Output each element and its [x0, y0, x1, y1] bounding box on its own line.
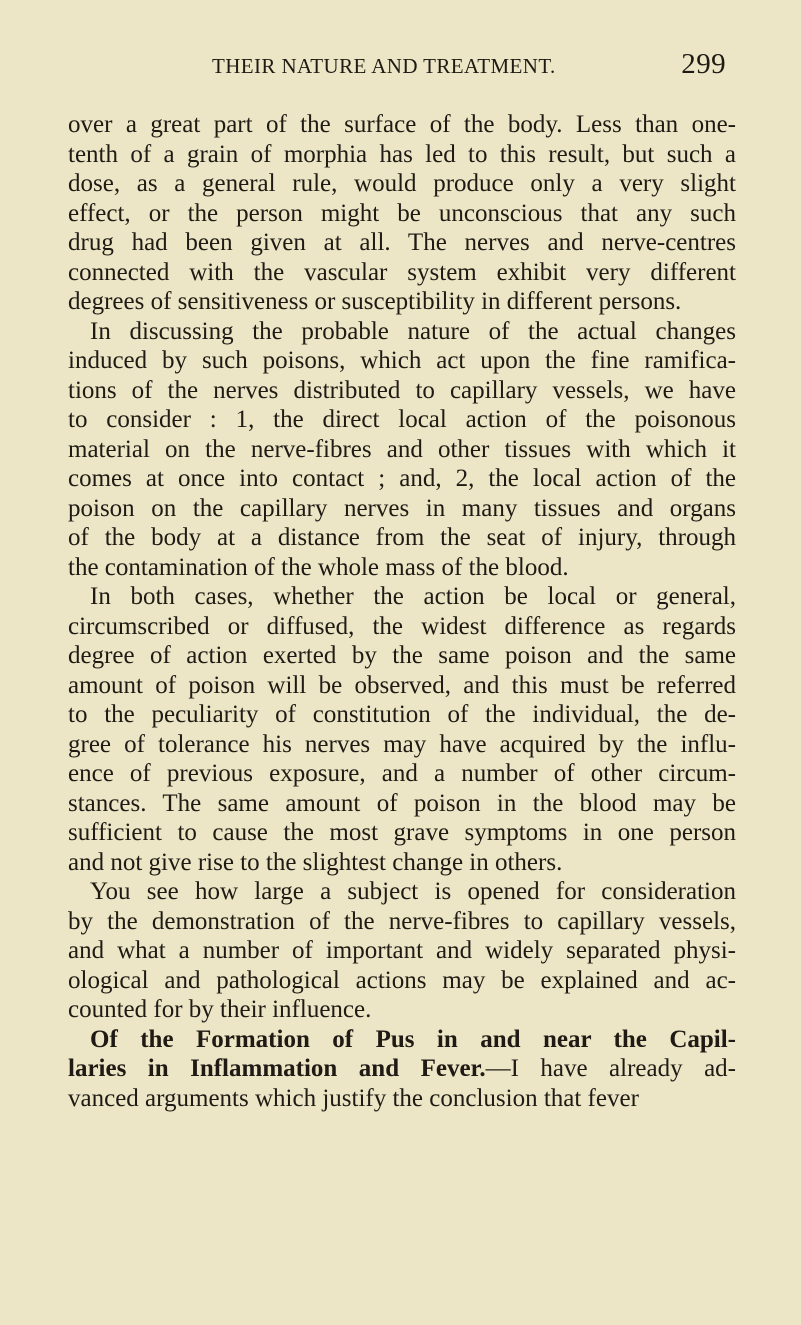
text-line: to the peculiarity of constitution of the individual, the de- [68, 701, 736, 728]
page-number: 299 [681, 48, 726, 80]
text-line: degrees of sensitiveness or susceptibility in different persons. [68, 288, 682, 315]
text-line: tions of the nerves distributed to capillary vessels, we have [68, 376, 736, 404]
text-line: effect, or the person might be unconscious that any such [68, 199, 736, 227]
text-line: dose, as a general rule, would produce only a very slight [68, 170, 736, 197]
text-line: over a great part of the surface of the body. Less than one- [68, 111, 736, 138]
text-line: ence of previous exposure, and a number of other circum- [68, 760, 736, 787]
text-line: connected with the vascular system exhibit very different [68, 258, 736, 286]
running-title: THEIR NATURE AND TREATMENT. [212, 54, 556, 78]
section-heading: laries in Inflammation and Fever. [68, 1055, 486, 1082]
paragraph-2 [68, 317, 736, 583]
text-line: counted for by their influence. [68, 996, 372, 1023]
text-line: circumscribed or diffused, the widest difference as regards [68, 612, 736, 640]
paragraph-4 [68, 877, 736, 1025]
paragraph-5 [68, 1025, 736, 1114]
text-line: In discussing the probable nature of the actual changes [90, 317, 736, 345]
text-line [68, 1025, 736, 1055]
text-line: sufficient to cause the most grave symptoms in one person [68, 819, 736, 846]
running-head [212, 48, 732, 82]
body-text [68, 110, 736, 1113]
text-line: amount of poison will be observed, and this must be referred [68, 671, 736, 699]
text-line: ological and pathological actions may be explained and ac- [68, 966, 736, 994]
text-line: vanced arguments which justify the conclusion that fever [68, 1084, 639, 1112]
text-line: induced by such poisons, which act upon the fine ramifica- [68, 347, 736, 374]
text-line: the contamination of the whole mass of the blood. [68, 553, 569, 581]
text-line: of the body at a distance from the seat of injury, through [68, 524, 736, 551]
text-line: comes at once into contact ; and, 2, the local action of the [68, 465, 736, 492]
text-line: to consider : 1, the direct local action of the poisonous [68, 406, 736, 433]
text-line: poison on the capillary nerves in many tissues and organs [68, 494, 736, 522]
text-line: stances. The same amount of poison in the blood may be [68, 789, 736, 817]
text-line: material on the nerve-fibres and other tissues with which it [68, 435, 736, 463]
text-line: In both cases, whether the action be local or general, [90, 583, 736, 610]
paragraph-3 [68, 582, 736, 877]
text-line: degree of action exerted by the same poison and the same [68, 642, 736, 669]
paragraph-1 [68, 110, 736, 317]
text-line: gree of tolerance his nerves may have acquired by the influ- [68, 730, 736, 758]
text-line: and not give rise to the slightest change in others. [68, 848, 563, 876]
section-heading: Of the Formation of Pus in and near the Capil- [90, 1025, 736, 1053]
section-text: —I have already ad- [485, 1055, 736, 1082]
text-line: drug had been given at all. The nerves and nerve-centres [68, 229, 736, 256]
text-line: tenth of a grain of morphia has led to this result, but such a [68, 140, 736, 168]
text-line: You see how large a subject is opened for consideration [90, 878, 736, 905]
text-line [68, 1054, 736, 1084]
text-line: by the demonstration of the nerve-fibres to capillary vessels, [68, 907, 736, 935]
text-line: and what a number of important and widely separated physi- [68, 937, 736, 964]
